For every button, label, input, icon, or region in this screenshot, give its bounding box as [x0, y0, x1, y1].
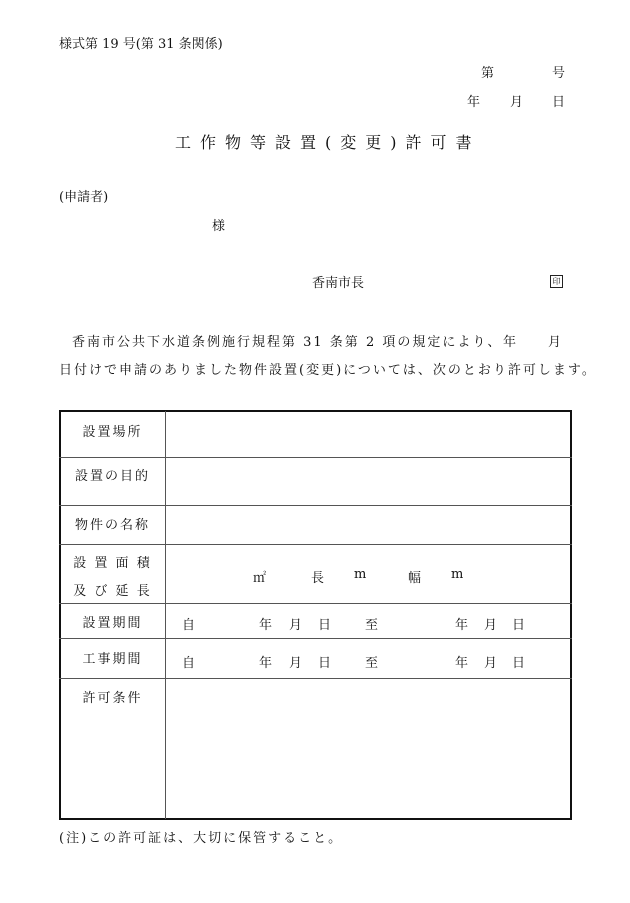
row-divider: [59, 638, 572, 639]
applicant-heading: (申請者): [59, 190, 109, 205]
body-line-2: 日付けで申請のありました物件設置(変更)については、次のとおり許可します。: [59, 363, 597, 378]
row-label-area-2: 及 び 延 長: [73, 584, 152, 599]
width-label: 幅: [408, 571, 424, 586]
construction-from-year: 年: [259, 656, 275, 671]
addressee-suffix: 様: [212, 219, 226, 234]
install-from-month: 月: [289, 618, 305, 633]
row-label-location: 設置場所: [82, 425, 143, 440]
seal-icon: 印: [550, 275, 563, 288]
area-unit-sqm: ㎡: [253, 571, 269, 586]
row-divider: [59, 678, 572, 679]
body-line-1-month: 月: [548, 335, 562, 350]
row-label-construction-period: 工事期間: [82, 652, 143, 667]
date-month: 月: [510, 95, 524, 110]
width-unit: m: [451, 567, 466, 582]
install-to-year: 年: [455, 618, 471, 633]
row-label-purpose: 設置の目的: [74, 469, 150, 484]
construction-to-month: 月: [484, 656, 500, 671]
install-from-day: 日: [318, 618, 334, 633]
length-unit: m: [354, 567, 369, 582]
row-label-conditions: 許可条件: [82, 691, 143, 706]
footnote: (注)この許可証は、大切に保管すること。: [59, 831, 344, 846]
doc-number-suffix: 号: [552, 66, 566, 81]
install-to-day: 日: [512, 618, 528, 633]
row-label-install-period: 設置期間: [82, 616, 143, 631]
body-line-1: 香南市公共下水道条例施行規程第 31 条第 2 項の規定により、: [72, 335, 503, 350]
install-to-month: 月: [484, 618, 500, 633]
issuer-name: 香南市長: [312, 276, 365, 291]
seal-mark: [550, 273, 563, 288]
install-to: 至: [365, 618, 381, 633]
row-divider: [59, 505, 572, 506]
construction-from-month: 月: [289, 656, 305, 671]
row-divider: [59, 457, 572, 458]
install-from-year: 年: [259, 618, 275, 633]
construction-to-year: 年: [455, 656, 471, 671]
form-number: 様式第 19 号(第 31 条関係): [59, 37, 223, 52]
document-title: 工作物等設置(変更)許可書: [175, 133, 481, 152]
row-label-area-1: 設 置 面 積: [73, 556, 152, 571]
doc-number-prefix: 第: [481, 66, 495, 81]
install-from: 自: [182, 618, 198, 633]
date-year: 年: [467, 95, 481, 110]
table-column-divider: [165, 411, 166, 819]
length-label: 長: [311, 571, 327, 586]
row-label-object-name: 物件の名称: [74, 518, 150, 533]
construction-to-day: 日: [512, 656, 528, 671]
construction-to: 至: [365, 656, 381, 671]
body-line-1-year: 年: [503, 335, 517, 350]
construction-from-day: 日: [318, 656, 334, 671]
row-divider: [59, 603, 572, 604]
date-day: 日: [552, 95, 566, 110]
construction-from: 自: [182, 656, 198, 671]
row-divider: [59, 544, 572, 545]
